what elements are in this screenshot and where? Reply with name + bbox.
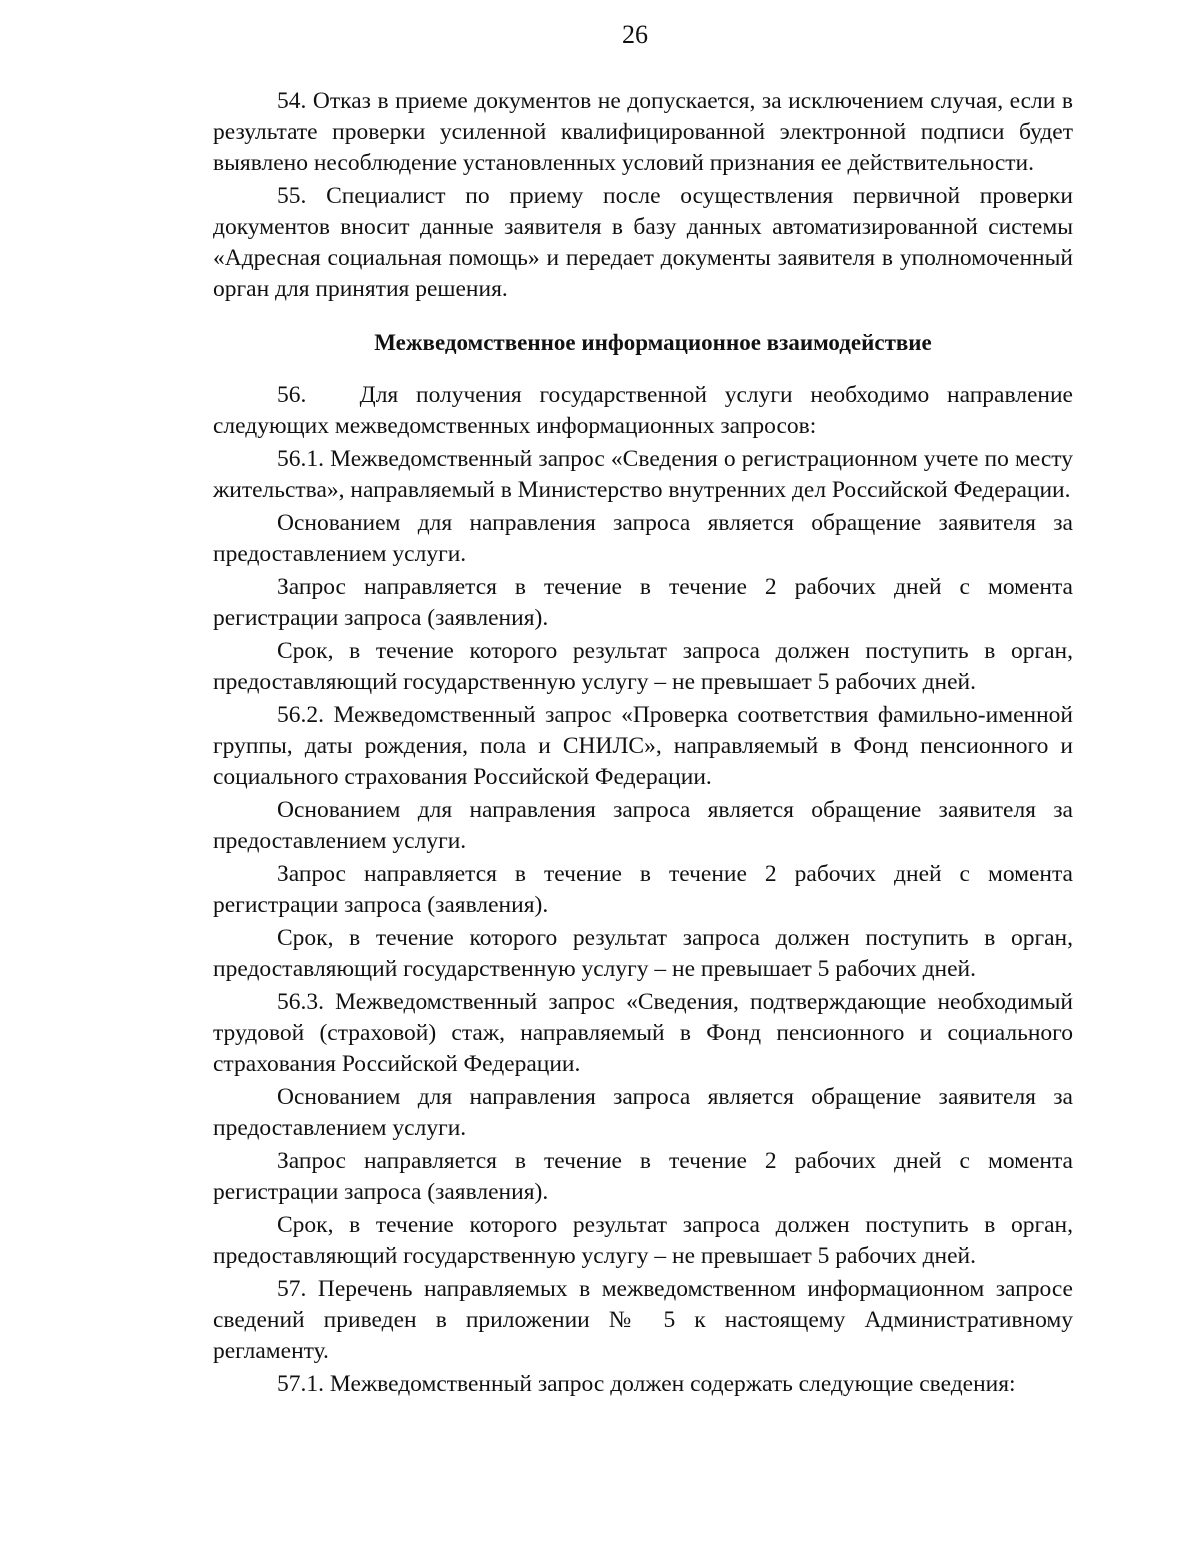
paragraph-55: 55. Специалист по приему после осуществления первичной проверки документов вносит данные заявителя в базу данных автоматизированной системы «Адресная социальная помощь» и передает документы заявителя в уполномоченный орган для принятия решения.: [213, 183, 1073, 302]
paragraph-56-2: 56.2. Межведомственный запрос «Проверка соответствия фамильно-именной группы, даты рождения, пола и СНИЛС», направляемый в Фонд пенсионного и социального страхования Российской Федерации.: [213, 702, 1073, 790]
paragraph-56-2-timing: Запрос направляется в течение в течение 2 рабочих дней с момента регистрации запроса (заявления).: [213, 861, 1073, 918]
paragraph-56-3-basis: Основанием для направления запроса является обращение заявителя за предоставлением услуги.: [213, 1084, 1073, 1141]
paragraph-56-1: 56.1. Межведомственный запрос «Сведения о регистрационном учете по месту жительства», направляемый в Министерство внутренних дел Российской Федерации.: [213, 446, 1073, 503]
paragraph-56-2-deadline: Срок, в течение которого результат запроса должен поступить в орган, предоставляющий государственную услугу – не превышает 5 рабочих дней.: [213, 925, 1073, 982]
paragraph-56-3-deadline: Срок, в течение которого результат запроса должен поступить в орган, предоставляющий государственную услугу – не превышает 5 рабочих дней.: [213, 1212, 1073, 1269]
page-number: 26: [622, 20, 648, 49]
section-heading: Межведомственное информационное взаимодействие: [374, 330, 932, 355]
paragraph-56-2-basis: Основанием для направления запроса является обращение заявителя за предоставлением услуги.: [213, 797, 1073, 854]
paragraph-56-3-timing: Запрос направляется в течение в течение 2 рабочих дней с момента регистрации запроса (заявления).: [213, 1148, 1073, 1205]
paragraph-57: 57. Перечень направляемых в межведомственном информационном запросе сведений приведен в приложении № 5 к настоящему Административному регламенту.: [213, 1276, 1073, 1364]
paragraph-57-1: 57.1. Межведомственный запрос должен содержать следующие сведения:: [277, 1371, 1016, 1397]
paragraph-56-3: 56.3. Межведомственный запрос «Сведения, подтверждающие необходимый трудовой (страховой) стаж, направляемый в Фонд пенсионного и социального страхования Российской Федерации.: [213, 989, 1073, 1077]
paragraph-56-1-timing: Запрос направляется в течение в течение 2 рабочих дней с момента регистрации запроса (заявления).: [213, 574, 1073, 631]
paragraph-56-1-deadline: Срок, в течение которого результат запроса должен поступить в орган, предоставляющий государственную услугу – не превышает 5 рабочих дней.: [213, 638, 1073, 695]
paragraph-54: 54. Отказ в приеме документов не допускается, за исключением случая, если в результате проверки усиленной квалифицированной электронной подписи будет выявлено несоблюдение установленных условий признания ее действительности.: [213, 88, 1073, 176]
paragraph-56: 56. Для получения государственной услуги необходимо направление следующих межведомственных информационных запросов:: [213, 382, 1079, 439]
body-text: [213, 86, 1079, 1400]
paragraph-56-1-basis: Основанием для направления запроса является обращение заявителя за предоставлением услуги.: [213, 510, 1073, 567]
